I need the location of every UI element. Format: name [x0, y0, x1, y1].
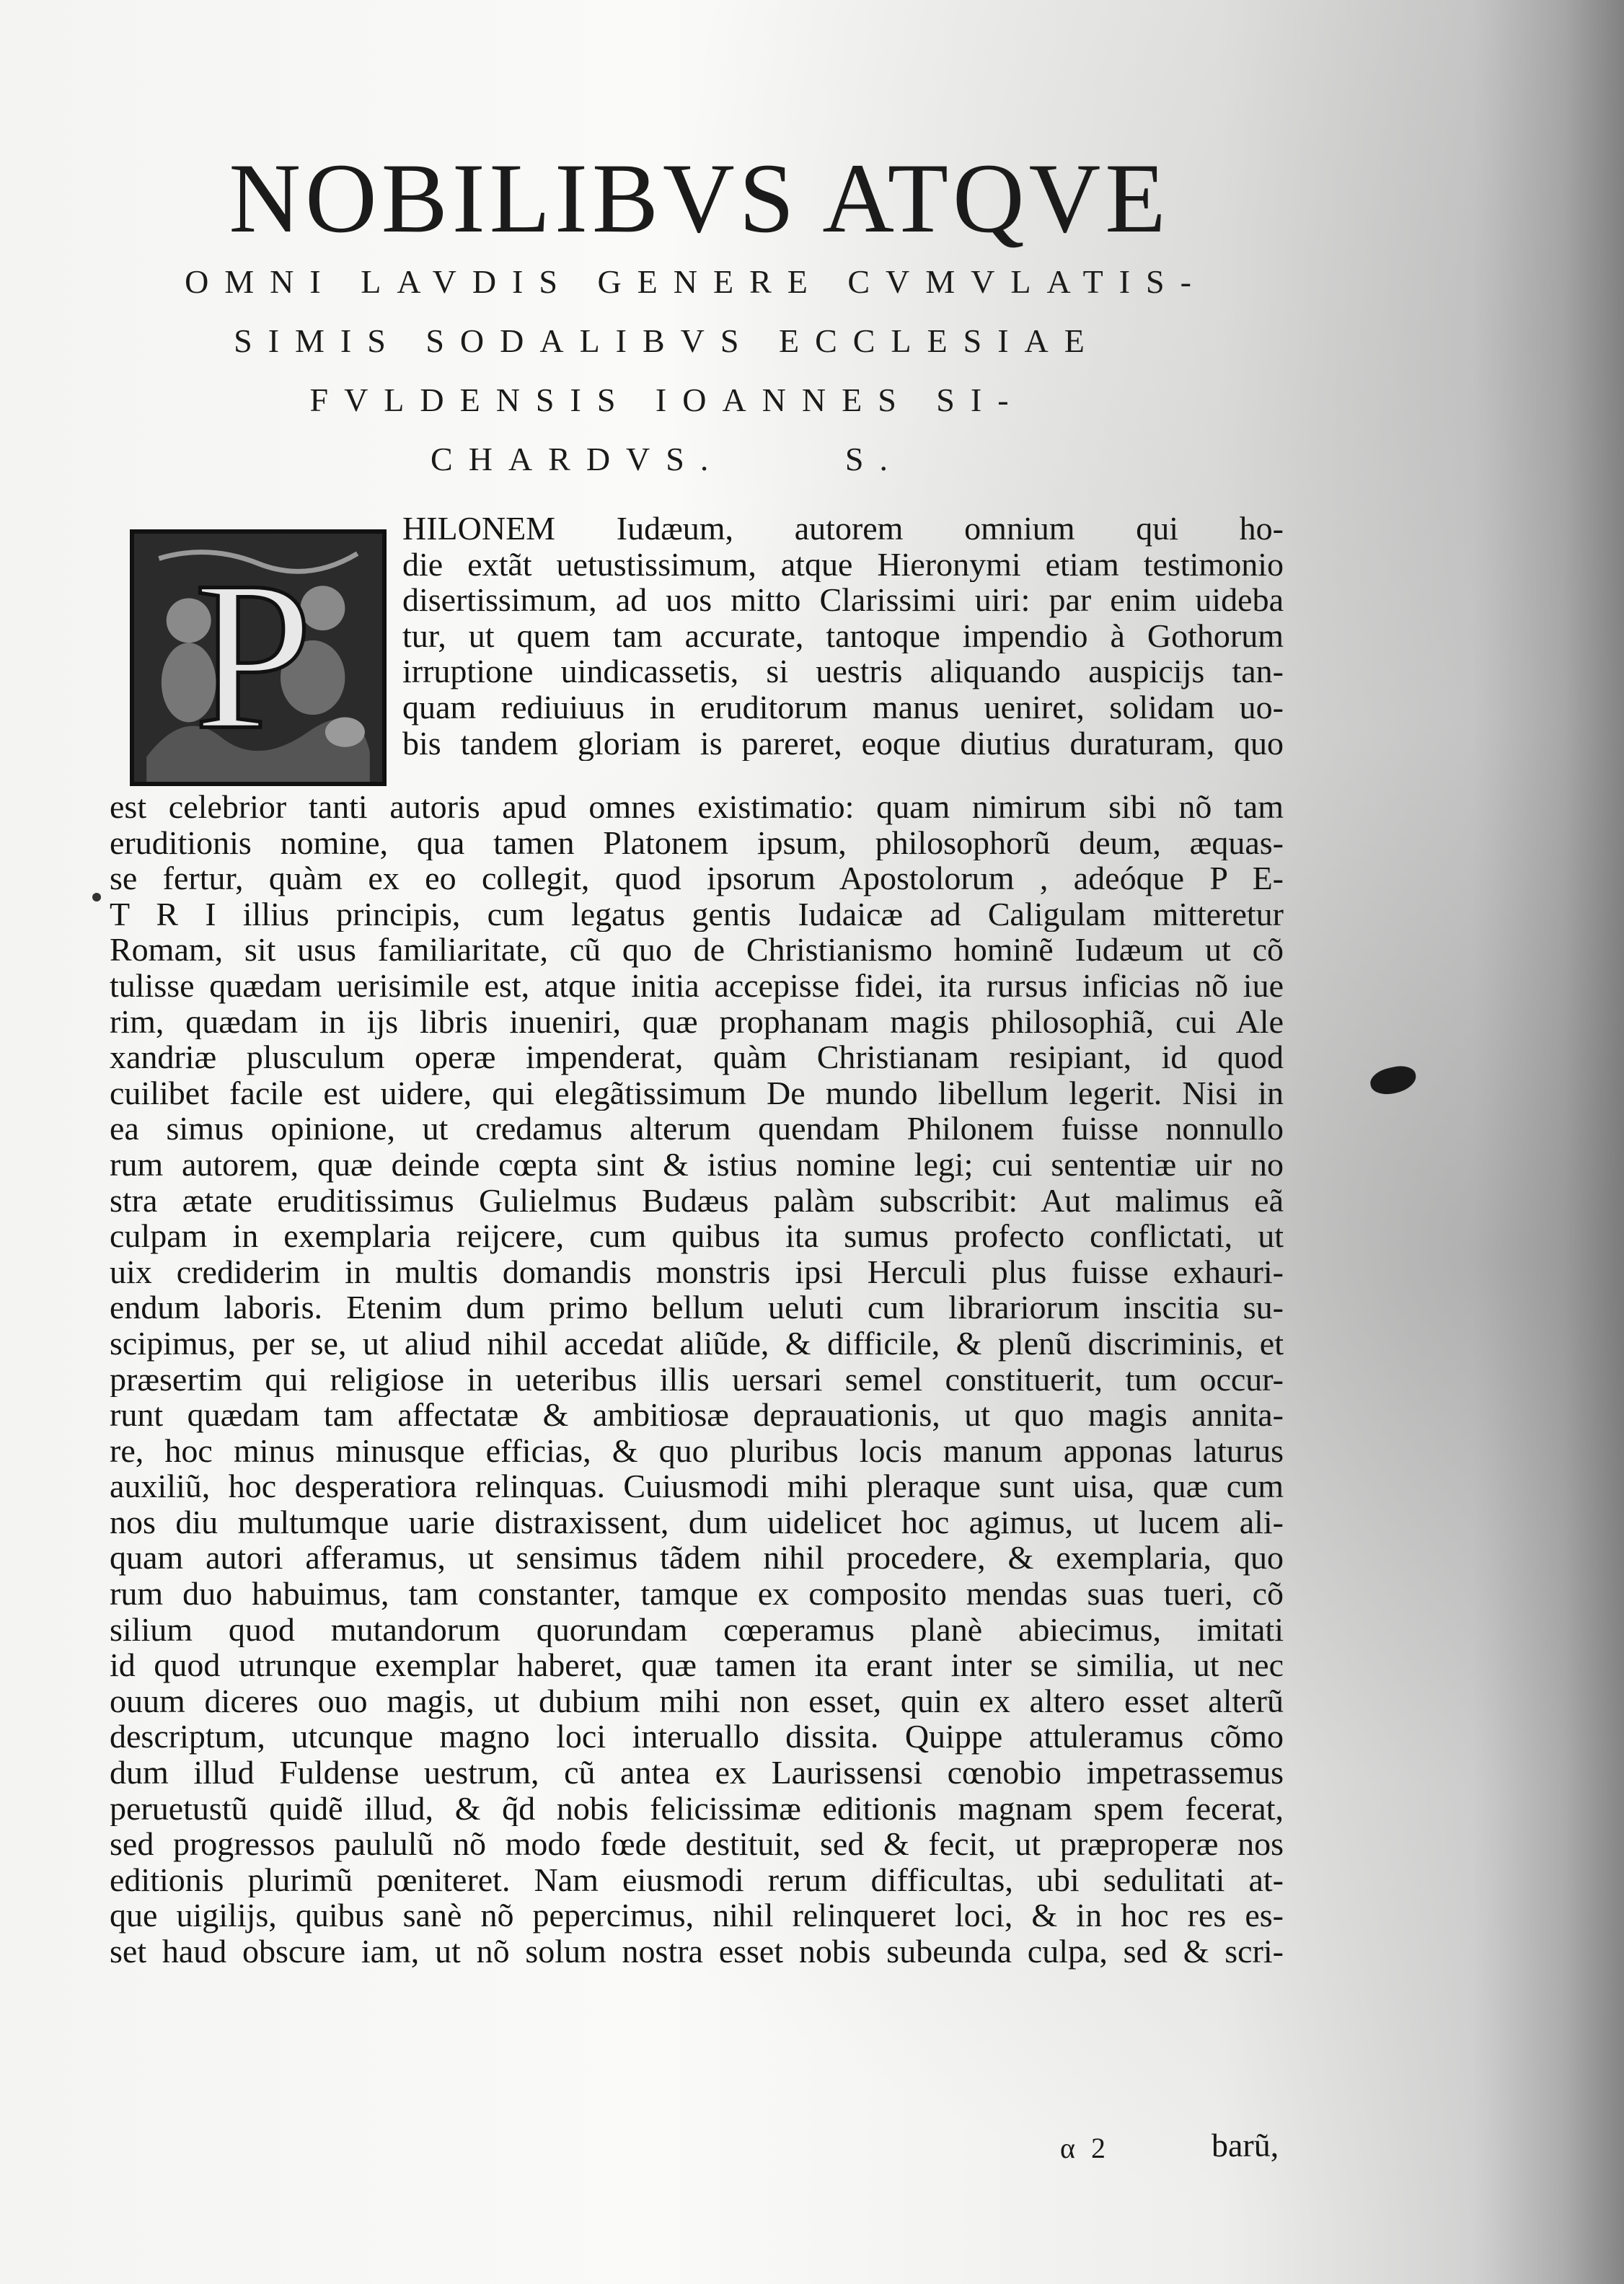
body-line: Romam, sit usus familiaritate, cũ quo de Christianismo hominẽ Iudæum ut cõ: [110, 932, 1284, 968]
body-line: runt quædam tam affectatæ & ambitiosæ deprauationis, ut quo magis annita-: [110, 1397, 1284, 1433]
heading-line-4: CHARDVS. S.: [431, 441, 904, 477]
body-line: ea simus opinione, ut credamus alterum quendam Philonem fuisse nonnullo: [110, 1111, 1284, 1147]
body-line: HILONEM Iudæum, autorem omnium qui ho-: [402, 511, 1284, 547]
body-line: silium quod mutandorum quorundam cœperamus planè abiecimus, imitati: [110, 1611, 1284, 1648]
body-line: quam autori afferamus, ut sensimus tãdem nihil procedere, & exemplaria, quo: [110, 1540, 1284, 1577]
heading-line-2: SIMIS SODALIBVS ECCLESIAE: [234, 322, 1100, 359]
body-line: est celebrior tanti autoris apud omnes existimatio: quam nimirum sibi nõ tam: [110, 789, 1284, 825]
drop-cap-letter: P: [193, 537, 313, 774]
dedication-heading: [0, 144, 1334, 489]
body-line: scipimus, per se, ut aliud nihil accedat aliũde, & difficile, & plenũ discriminis, et: [110, 1325, 1284, 1362]
body-line: que uigilijs, quibus sanè nõ pepercimus, nihil relinqueret loci, & in hoc res es-: [110, 1897, 1284, 1934]
body-line: stra ætate eruditissimus Gulielmus Budæus palàm subscribit: Aut malimus eã: [110, 1182, 1284, 1219]
body-line: descriptum, utcunque magno loci interuallo dissita. Quippe attuleramus cõmo: [110, 1719, 1284, 1755]
body-line: sed progressos paululũ nõ modo fœde destituit, sed & fecit, ut præproperæ nos: [110, 1826, 1284, 1862]
body-line: se fertur, quàm ex eo collegit, quod ipsorum Apostolorum , adeóque P E-: [110, 860, 1284, 896]
body-line: xandriæ plusculum operæ impenderat, quàm Christianam resipiant, id quod: [110, 1039, 1284, 1075]
body-line: nos diu multumque uarie distraxissent, dum uidelicet hoc agimus, ut lucem ali-: [110, 1504, 1284, 1540]
body-line: quam rediuiuus in eruditorum manus ueniret, solidam uo-: [402, 689, 1284, 726]
body-line: uix crediderim in multis domandis monstris ipsi Herculi plus fuisse exhauri-: [110, 1253, 1284, 1290]
body-line: dum illud Fuldense uestrum, cũ antea ex Laurissensi cœnobio impetrassemus: [110, 1755, 1284, 1791]
body-line: rum duo habuimus, tam constanter, tamque ex composito mendas suas tueri, cõ: [110, 1576, 1284, 1612]
body-line: id quod utrunque exemplar haberet, quæ tamen ita erant inter se similia, ut nec: [110, 1647, 1284, 1683]
body-line: T R I illius principis, cum legatus gentis Iudaicæ ad Caligulam mitteretur: [110, 896, 1284, 932]
body-line: tulisse quædam uerisimile est, atque initia accepisse fidei, ita rursus inficias nõ iue: [110, 967, 1284, 1004]
margin-dot: [92, 893, 101, 901]
body-line: set haud obscure iam, ut nõ solum nostra esset nobis subeunda culpa, sed & scri-: [110, 1934, 1284, 1970]
heading-line-1: OMNI LAVDIS GENERE CVMVLATIS-: [185, 263, 1207, 300]
body-line: endum laboris. Etenim dum primo bellum ueluti cum librariorum inscitia su-: [110, 1289, 1284, 1326]
body-line: culpam in exemplaria reijcere, cum quibus ita sumus profecto conflictati, ut: [110, 1218, 1284, 1254]
body-line: peruetustũ quidẽ illud, & q̃d nobis felicissimæ editionis magnam spem fecerat,: [110, 1790, 1284, 1827]
body-line: tur, ut quem tam accurate, tantoque impendio à Gothorum: [402, 617, 1284, 654]
body-line: die extãt uetustissimum, atque Hieronymi etiam testimonio: [402, 546, 1284, 583]
historiated-initial-icon: [130, 529, 387, 786]
body-line: re, hoc minus minusque efficias, & quo pluribus locis manum apponas laturus: [110, 1432, 1284, 1469]
heading-main: NOBILIBVS ATQVE: [229, 143, 1170, 253]
heading-line-3: FVLDENSIS IOANNES SI-: [309, 382, 1025, 418]
body-line: rum autorem, quæ deinde cœpta sint & istius nomine legi; cui sententiæ uir no: [110, 1146, 1284, 1183]
body-line: editionis plurimũ pœniteret. Nam eiusmodi rerum difficultas, ubi sedulitati at-: [110, 1861, 1284, 1898]
body-line: disertissimum, ad uos mitto Clarissimi uiri: par enim uideba: [402, 582, 1284, 618]
dedication-body: [110, 511, 1284, 1970]
page-edge-shadow: [1473, 0, 1624, 2284]
body-line: auxiliũ, hoc desperatiora relinquas. Cuiusmodi mihi pleraque sunt uisa, quæ cum: [110, 1468, 1284, 1504]
catchword: barũ,: [1212, 2127, 1279, 2164]
body-line: irruptione uindicassetis, si uestris aliquando auspicijs tan-: [402, 653, 1284, 689]
signature-mark: α 2: [1060, 2132, 1110, 2164]
body-line: præsertim qui religiose in ueteribus illis uersari semel constituerit, tum occur-: [110, 1361, 1284, 1398]
body-line: ouum diceres ouo magis, ut dubium mihi non esset, quin ex altero esset alterũ: [110, 1683, 1284, 1719]
body-line: rim, quædam in ijs libris inueniri, quæ prophanam magis philosophiã, cui Ale: [110, 1003, 1284, 1040]
body-line: eruditionis nomine, qua tamen Platonem ipsum, philosophorũ deum, æquas-: [110, 824, 1284, 861]
body-line: cuilibet facile est uidere, qui elegãtissimum De mundo libellum legerit. Nisi in: [110, 1075, 1284, 1111]
body-line: bis tandem gloriam is pareret, eoque diutius duraturam, quo: [402, 725, 1284, 762]
